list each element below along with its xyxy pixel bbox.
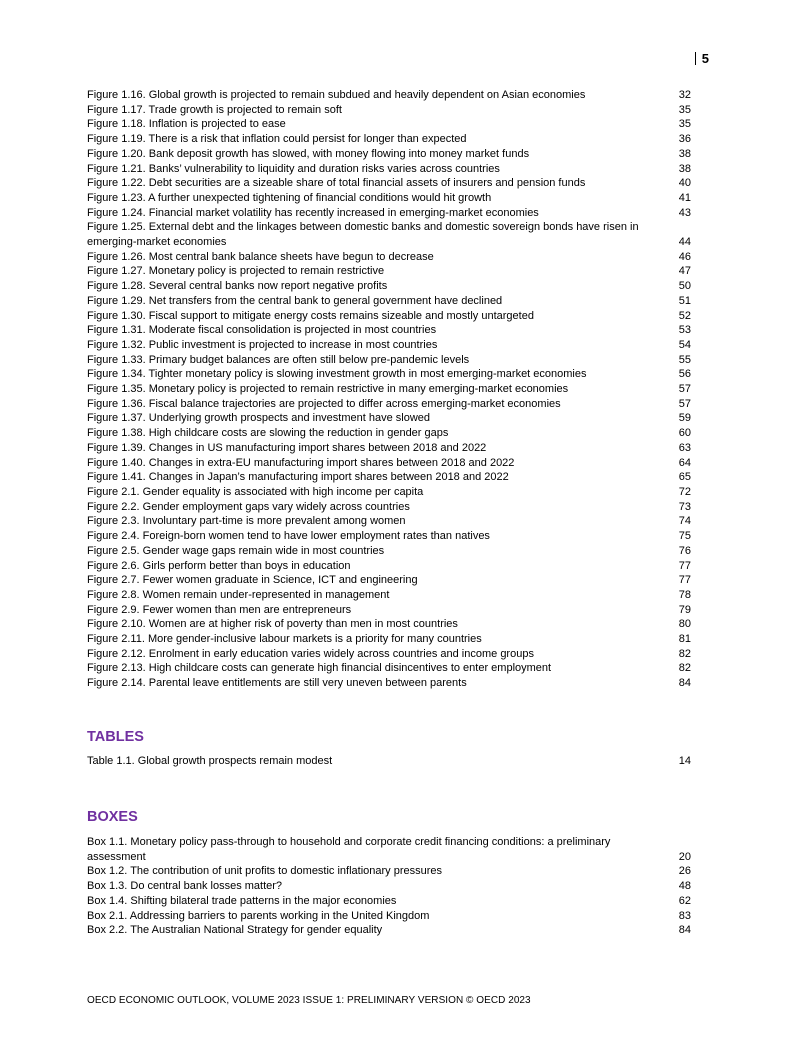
toc-entry[interactable]	[87, 909, 691, 924]
toc-entry[interactable]	[87, 676, 691, 691]
toc-entry-title: Figure 1.21. Banks’ vulnerability to liquidity and duration risks varies across countries	[87, 162, 500, 175]
toc-entry-page: 59	[678, 412, 691, 425]
toc-entry-page: 41	[678, 191, 691, 204]
toc-entry-page: 62	[678, 894, 691, 907]
toc-entry-title: Figure 2.4. Foreign-born women tend to have lower employment rates than natives	[87, 530, 490, 543]
toc-entry-title: Figure 1.35. Monetary policy is projected to remain restrictive in many emerging-market economies	[87, 383, 569, 396]
toc-entry-page: 20	[678, 850, 691, 863]
toc-entry-page: 57	[678, 397, 691, 410]
toc-entry-title: Figure 2.6. Girls perform better than boys in education	[87, 559, 351, 572]
toc-entry-page: 64	[678, 456, 691, 469]
toc-entry-title: Figure 2.3. Involuntary part-time is more prevalent among women	[87, 515, 406, 528]
toc-entry-title: Figure 2.7. Fewer women graduate in Science, ICT and engineering	[87, 574, 418, 587]
toc-entry-title: Figure 1.29. Net transfers from the central bank to general government have declined	[87, 294, 503, 307]
toc-entry-page: 56	[678, 368, 691, 381]
toc-entry-page: 73	[678, 500, 691, 513]
toc-entry-title: Figure 2.9. Fewer women than men are entrepreneurs	[87, 603, 352, 616]
toc-entry[interactable]	[87, 411, 691, 426]
toc-entry[interactable]	[87, 617, 691, 632]
toc-entry-title: Box 1.4. Shifting bilateral trade patterns in the major economies	[87, 894, 397, 907]
toc-entry[interactable]	[87, 559, 691, 574]
toc-entry[interactable]	[87, 147, 691, 162]
toc-entry[interactable]	[87, 367, 691, 382]
toc-entry-title: Figure 1.22. Debt securities are a sizeable share of total financial assets of insurers and pension funds	[87, 177, 586, 190]
toc-entry[interactable]	[87, 382, 691, 397]
toc-entry-title: Figure 2.11. More gender-inclusive labour markets is a priority for many countries	[87, 633, 482, 646]
toc-entry-page: 75	[678, 530, 691, 543]
toc-entry-page: 35	[678, 118, 691, 131]
toc-entry[interactable]	[87, 103, 691, 118]
toc-entry-title: Figure 1.19. There is a risk that inflation could persist for longer than expected	[87, 133, 467, 146]
toc-entry-title: Figure 1.26. Most central bank balance sheets have begun to decrease	[87, 250, 434, 263]
toc-entry-page: 84	[678, 677, 691, 690]
toc-entry[interactable]	[87, 485, 691, 500]
toc-entry-page: 77	[678, 559, 691, 572]
toc-entry-page: 14	[678, 755, 691, 767]
toc-entry[interactable]	[87, 588, 691, 603]
toc-entry-title: Figure 2.1. Gender equality is associated with high income per capita	[87, 485, 424, 498]
toc-entry[interactable]	[87, 603, 691, 618]
toc-entry-title: Figure 2.8. Women remain under-represented in management	[87, 588, 390, 601]
toc-entry-title: Figure 2.5. Gender wage gaps remain wide in most countries	[87, 544, 385, 557]
toc-entry[interactable]	[87, 754, 691, 769]
toc-entry-title: Box 1.2. The contribution of unit profits to domestic inflationary pressures	[87, 865, 443, 878]
toc-entry-title: Figure 1.36. Fiscal balance trajectories are projected to differ across emerging-market economies	[87, 397, 561, 410]
toc-entry-page: 50	[678, 280, 691, 293]
boxes-list	[87, 835, 691, 938]
toc-entry[interactable]	[87, 514, 691, 529]
toc-entry[interactable]	[87, 117, 691, 132]
toc-entry-page: 60	[678, 427, 691, 440]
toc-entry-title: Box 1.3. Do central bank losses matter?	[87, 880, 283, 893]
toc-entry-page: 52	[678, 309, 691, 322]
toc-entry[interactable]	[87, 397, 691, 412]
toc-entry-title: Figure 1.24. Financial market volatility has recently increased in emerging-market economies	[87, 206, 539, 219]
toc-entry[interactable]	[87, 191, 691, 206]
toc-entry-title: Figure 1.27. Monetary policy is projected to remain restrictive	[87, 265, 385, 278]
toc-entry-title: Figure 1.18. Inflation is projected to ease	[87, 118, 286, 131]
toc-entry-title: Box 1.1. Monetary policy pass-through to household and corporate credit financing conditions: a preliminary assessment	[87, 836, 611, 863]
toc-entry-title: Box 2.2. The Australian National Strategy for gender equality	[87, 924, 383, 937]
toc-entry-title: Figure 1.34. Tighter monetary policy is slowing investment growth in most emerging-market economies	[87, 368, 587, 381]
toc-entry[interactable]	[87, 632, 691, 647]
toc-entry[interactable]	[87, 206, 691, 221]
toc-entry[interactable]	[87, 456, 691, 471]
figures-list	[87, 88, 691, 691]
toc-entry-page: 76	[678, 544, 691, 557]
toc-entry[interactable]	[87, 879, 691, 894]
toc-entry-title: Figure 1.40. Changes in extra-EU manufacturing import shares between 2018 and 2022	[87, 456, 515, 469]
toc-entry-page: 38	[678, 162, 691, 175]
toc-entry-title: Figure 1.41. Changes in Japan’s manufacturing import shares between 2018 and 2022	[87, 471, 509, 484]
toc-entry-title: Figure 1.32. Public investment is projected to increase in most countries	[87, 338, 438, 351]
toc-entry-title: Box 2.1. Addressing barriers to parents working in the United Kingdom	[87, 909, 430, 922]
tables-list	[87, 754, 691, 769]
toc-entry[interactable]	[87, 132, 691, 147]
toc-entry-title: Figure 1.38. High childcare costs are slowing the reduction in gender gaps	[87, 427, 449, 440]
toc-entry-title: Figure 1.30. Fiscal support to mitigate energy costs remains sizeable and mostly untargeted	[87, 309, 534, 322]
toc-entry-title: Figure 1.39. Changes in US manufacturing import shares between 2018 and 2022	[87, 441, 487, 454]
toc-entry-page: 32	[678, 89, 691, 101]
toc-entry-title: Figure 2.12. Enrolment in early education varies widely across countries and income groups	[87, 647, 534, 660]
toc-entry-page: 83	[678, 909, 691, 922]
toc-entry-page: 72	[678, 485, 691, 498]
toc-entry[interactable]	[87, 835, 691, 864]
toc-entry[interactable]	[87, 529, 691, 544]
toc-entry[interactable]	[87, 294, 691, 309]
toc-entry[interactable]	[87, 88, 691, 103]
toc-entry-title: Table 1.1. Global growth prospects remain modest	[87, 755, 333, 767]
toc-entry-page: 82	[678, 647, 691, 660]
toc-entry-page: 54	[678, 338, 691, 351]
toc-entry[interactable]	[87, 176, 691, 191]
toc-entry-title: Figure 1.25. External debt and the linkages between domestic banks and domestic sovereign bonds have risen in emerging-market economies	[87, 221, 639, 249]
toc-entry[interactable]	[87, 162, 691, 177]
toc-entry[interactable]	[87, 309, 691, 324]
toc-entry[interactable]	[87, 647, 691, 662]
toc-entry-page: 74	[678, 515, 691, 528]
toc-entry-page: 44	[678, 236, 691, 249]
toc-entry-page: 38	[678, 147, 691, 160]
toc-entry[interactable]	[87, 544, 691, 559]
toc-entry[interactable]	[87, 264, 691, 279]
toc-entry[interactable]	[87, 250, 691, 265]
toc-entry-title: Figure 2.13. High childcare costs can generate high financial disincentives to enter employment	[87, 662, 552, 675]
toc-entry-page: 40	[678, 177, 691, 190]
toc-entry-page: 48	[678, 880, 691, 893]
tables-heading: TABLES	[87, 729, 144, 745]
toc-entry-title: Figure 1.17. Trade growth is projected to remain soft	[87, 103, 342, 116]
boxes-heading: BOXES	[87, 809, 138, 825]
toc-entry[interactable]	[87, 470, 691, 485]
toc-entry-title: Figure 2.14. Parental leave entitlements are still very uneven between parents	[87, 677, 467, 690]
page-number: 5	[695, 51, 709, 66]
toc-entry-page: 77	[678, 574, 691, 587]
toc-entry-page: 81	[678, 633, 691, 646]
toc-entry[interactable]	[87, 573, 691, 588]
toc-entry[interactable]	[87, 894, 691, 909]
toc-entry[interactable]	[87, 279, 691, 294]
toc-entry[interactable]	[87, 923, 691, 938]
toc-entry-page: 35	[678, 103, 691, 116]
toc-entry[interactable]	[87, 353, 691, 368]
toc-entry-page: 46	[678, 250, 691, 263]
toc-entry-page: 65	[678, 471, 691, 484]
toc-entry-page: 78	[678, 588, 691, 601]
toc-entry-title: Figure 1.23. A further unexpected tightening of financial conditions would hit growth	[87, 191, 492, 204]
toc-entry[interactable]	[87, 864, 691, 879]
toc-entry-title: Figure 1.33. Primary budget balances are often still below pre-pandemic levels	[87, 353, 470, 366]
toc-entry[interactable]	[87, 500, 691, 515]
toc-entry-page: 26	[678, 865, 691, 878]
toc-entry-title: Figure 1.20. Bank deposit growth has slowed, with money flowing into money market funds	[87, 147, 530, 160]
toc-entry[interactable]	[87, 338, 691, 353]
toc-entry-title: Figure 1.28. Several central banks now report negative profits	[87, 280, 388, 293]
toc-entry-page: 43	[678, 206, 691, 219]
toc-entry-page: 53	[678, 324, 691, 337]
toc-entry-title: Figure 1.31. Moderate fiscal consolidation is projected in most countries	[87, 324, 437, 337]
footer: OECD ECONOMIC OUTLOOK, VOLUME 2023 ISSUE 1: PRELIMINARY VERSION © OECD 2023	[87, 995, 531, 1006]
toc-entry-page: 80	[678, 618, 691, 631]
toc-entry-title: Figure 1.16. Global growth is projected to remain subdued and heavily dependent on Asian economies	[87, 89, 586, 101]
toc-entry-page: 84	[678, 924, 691, 937]
toc-entry[interactable]	[87, 661, 691, 676]
toc-entry-page: 36	[678, 133, 691, 146]
toc-entry[interactable]	[87, 441, 691, 456]
toc-entry-page: 51	[678, 294, 691, 307]
toc-entry-page: 82	[678, 662, 691, 675]
toc-entry-title: Figure 1.37. Underlying growth prospects and investment have slowed	[87, 412, 431, 425]
toc-entry-page: 47	[678, 265, 691, 278]
toc-entry[interactable]	[87, 426, 691, 441]
toc-entry[interactable]	[87, 323, 691, 338]
toc-entry-page: 55	[678, 353, 691, 366]
toc-entry-page: 57	[678, 383, 691, 396]
toc-entry-title: Figure 2.2. Gender employment gaps vary widely across countries	[87, 500, 410, 513]
toc-entry-title: Figure 2.10. Women are at higher risk of poverty than men in most countries	[87, 618, 458, 631]
toc-entry[interactable]	[87, 220, 691, 249]
toc-entry-page: 79	[678, 603, 691, 616]
toc-entry-page: 63	[678, 441, 691, 454]
